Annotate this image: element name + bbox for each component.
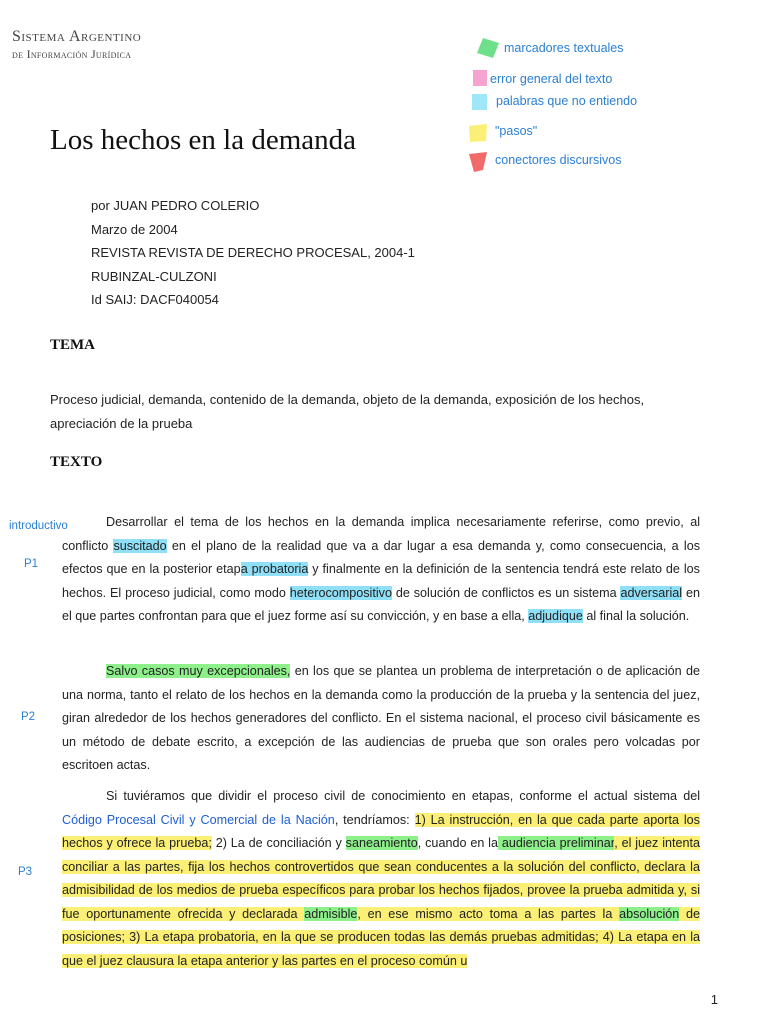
green-marker-swatch-icon (476, 36, 500, 60)
highlight-adversarial: adversarial (620, 585, 683, 600)
legend-label-conectores: conectores discursivos (495, 153, 622, 167)
texto-heading: TEXTO (50, 454, 103, 470)
margin-label-introductivo: introductivo (9, 520, 68, 532)
highlight-probatoria: a probatoria (240, 562, 309, 576)
legend-label-palabras: palabras que no entiendo (496, 94, 638, 108)
legend-label-error: error general del texto (490, 72, 613, 86)
highlight-adjudique: adjudique (528, 609, 583, 623)
saij-logo (12, 28, 141, 62)
paragraph-1: Desarrollar el tema de los hechos en la demanda implica necesariamente referirse, como previo, al conflicto suscitado en el plano de la realidad que va a dar lugar a esa demanda y, como consecuencia, a los efectos que en la posterior etapa probatoria y finalmente en la definición de la sentencia tendrá este relato de los hechos. El proceso judicial, como modo heterocompositivo de solución de conflictos es un sistema adversarial en el que partes confrontan para que el juez forme así su convicción, y en base a ella, adjudique al final la solución. (62, 515, 700, 623)
highlight-steps-3-4: de posiciones; 3) La etapa probatoria, en la que se producen todas las demás pruebas admitidas; 4) La etapa en la que el juez clausura la etapa anterior y las partes en el proceso común u (62, 906, 700, 968)
highlight-saneamiento: saneamiento (345, 836, 418, 850)
paragraph-2: Salvo casos muy excepcionales, en los que se plantea un problema de interpretación o de aplicación de una norma, tanto el relato de los hechos en la demanda como la producción de la prueba y la sentencia del juez, giran alrededor de los hechos generadores del conflicto. En el sistema nacional, el proceso civil básicamente es un método de debate escrito, a excepción de las audiencias de prueba que son orales pero volcadas por escritoen actas. (62, 664, 700, 772)
page-number: 1 (710, 992, 718, 1007)
pink-marker-swatch-icon (473, 70, 487, 86)
publisher-line: RUBINZAL-CULZONI (91, 268, 217, 284)
saij-id-line: Id SAIJ: DACF040054 (91, 292, 219, 307)
document-metadata (91, 194, 415, 312)
highlight-admisible: admisible (304, 906, 358, 921)
highlight-salvo-casos: Salvo casos muy excepcionales, (106, 664, 291, 678)
margin-label-p3: P3 (18, 866, 33, 878)
document-title: Los hechos en la demanda (50, 124, 357, 156)
highlight-step-2: , el juez intenta conciliar a las partes, fija los hechos controvertidos que sean conducentes a la solución del conflicto, declara la admisibilidad de los medios de prueba específicos para probar los hechos fijados, provee la prueba admitida y, si fue oportunamente ofrecida y declarada (62, 836, 701, 921)
highlight-step-2-cont: , en ese mismo acto toma a las partes la (357, 906, 620, 921)
yellow-marker-swatch-icon (468, 124, 488, 142)
highlight-suscitado: suscitado (113, 538, 167, 553)
red-marker-swatch-icon (469, 152, 487, 172)
paragraph-3: Si tuviéramos que dividir el proceso civil de conocimiento en etapas, conforme el actual sistema del Código Procesal Civil y Comercial de la Nación, tendríamos: 1) La instrucción, en la que cada parte aporta los hechos y ofrece la prueba; 2) La de conciliación y saneamiento, cuando en la audiencia preliminar, el juez intenta conciliar a las partes, fija los hechos controvertidos que sean conducentes a la solución del conflicto, declara la admisibilidad de los medios de prueba específicos para probar los hechos fijados, provee la prueba admitida y, si fue oportunamente ofrecida y declarada admisible, en ese mismo acto toma a las partes la absolución de posiciones; 3) La etapa probatoria, en la que se producen todas las demás pruebas admitidas; 4) La etapa en la que el juez clausura la etapa anterior y las partes en el proceso común u (62, 789, 701, 968)
tema-heading: TEMA (50, 337, 95, 353)
logo-line-2: de Información Jurídica (12, 47, 132, 61)
legend-label-pasos: "pasos" (495, 124, 538, 138)
margin-label-p2: P2 (21, 711, 36, 723)
date-line: Marzo de 2004 (91, 221, 178, 237)
legend-label-marcadores: marcadores textuales (504, 41, 624, 55)
journal-line: REVISTA REVISTA DE DERECHO PROCESAL, 2004-1 (91, 245, 415, 260)
highlight-heterocompositivo: heterocompositivo (289, 585, 392, 600)
highlight-absolucion: absolución (619, 906, 680, 921)
blue-marker-swatch-icon (472, 94, 487, 110)
highlight-audiencia-preliminar: audiencia preliminar (498, 836, 615, 850)
tema-text: Proceso judicial, demanda, contenido de la demanda, objeto de la demanda, exposición de los hechos, apreciación de la prueba (50, 392, 645, 431)
author-line: por JUAN PEDRO COLERIO (91, 198, 260, 213)
margin-label-p1: P1 (24, 558, 39, 570)
logo-line-1: Sistema Argentino (12, 28, 142, 45)
highlight-step-1: 1) La instrucción, en la que cada parte aporta los hechos y ofrece la prueba; (62, 812, 700, 850)
codigo-procesal-link[interactable]: Código Procesal Civil y Comercial de la Nación (62, 812, 335, 827)
